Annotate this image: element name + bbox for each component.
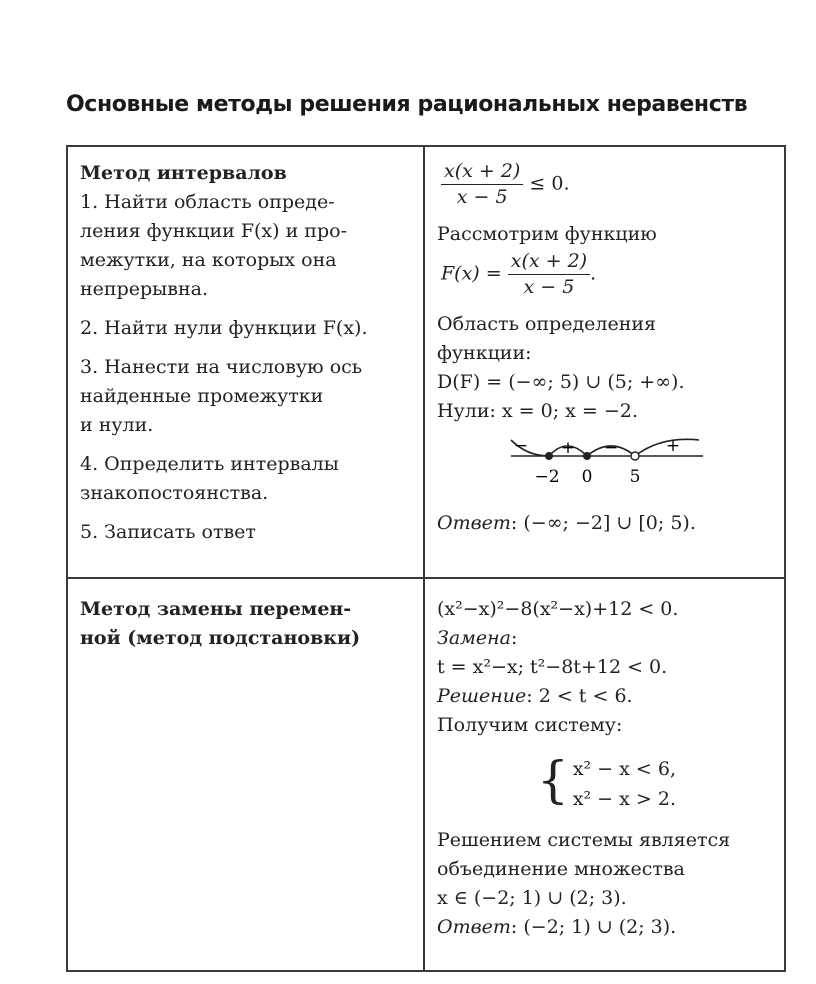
- step-line: найденные промежутки: [80, 385, 324, 407]
- point-label: 5: [629, 467, 641, 487]
- step-line: и нули.: [80, 414, 154, 436]
- fraction: [508, 249, 590, 300]
- answer-label: Ответ: [437, 916, 511, 938]
- function-lhs: F(x) =: [441, 262, 502, 285]
- zeros-text: Нули: x = 0; x = −2.: [437, 400, 638, 422]
- closed-point: [583, 452, 591, 460]
- domain-value: D(F) = (−∞; 5) ∪ (5; +∞).: [437, 371, 685, 393]
- sign-label: +: [560, 438, 576, 458]
- function-def: [441, 249, 776, 300]
- method-cell: [67, 578, 424, 971]
- conclusion-line: объединение множества: [437, 858, 685, 880]
- answer-label: Ответ: [437, 512, 511, 534]
- methods-table: [66, 145, 786, 972]
- answer-value: : (−2; 1) ∪ (2; 3).: [510, 916, 677, 938]
- system-brace: {: [537, 751, 569, 809]
- function-tail: .: [590, 262, 597, 285]
- inequality: [441, 159, 776, 210]
- answer-line: [437, 509, 776, 538]
- step-line: 2. Найти нули функции F(x).: [80, 317, 368, 339]
- method-heading: Метод замены перемен-: [80, 598, 352, 620]
- method-heading: Метод интервалов: [80, 162, 287, 184]
- domain-label: функции:: [437, 342, 532, 364]
- system-intro: Получим систему:: [437, 714, 623, 736]
- conclusion-line: x ∈ (−2; 1) ∪ (2; 3).: [437, 887, 627, 909]
- denominator: x − 5: [523, 276, 575, 298]
- example-cell: [424, 578, 785, 971]
- solution-value: : 2 < t < 6.: [526, 685, 633, 707]
- substitution-label: Замена: [437, 627, 512, 649]
- step-line: 1. Найти область опреде-: [80, 191, 335, 213]
- conclusion-line: Решением системы является: [437, 829, 731, 851]
- domain-label: Область определения: [437, 313, 657, 335]
- system-line: x² − x < 6,: [572, 758, 676, 780]
- page-title: Основные методы решения рациональных неравенств: [66, 92, 748, 117]
- consider-text: Рассмотрим функцию: [437, 223, 657, 245]
- numerator: x(x + 2): [441, 159, 523, 185]
- fraction: [441, 159, 523, 210]
- closed-point: [545, 452, 553, 460]
- system-line: x² − x > 2.: [572, 788, 676, 810]
- colon: :: [511, 627, 518, 649]
- step-line: ления функции F(x) и про-: [80, 220, 347, 242]
- point-label: 0: [581, 467, 593, 487]
- sign-label: −: [513, 436, 529, 456]
- answer-value: : (−∞; −2] ∪ [0; 5).: [510, 512, 696, 534]
- step-line: знакопостоянства.: [80, 482, 269, 504]
- inequality-tail: ≤ 0.: [529, 172, 570, 195]
- method-cell: [67, 146, 424, 578]
- open-point: [631, 452, 639, 460]
- method-heading: ной (метод подстановки): [80, 627, 361, 649]
- sign-label: −: [603, 438, 619, 458]
- denominator: x − 5: [456, 186, 508, 208]
- number-line: [507, 432, 776, 501]
- number-line-diagram: [507, 432, 707, 492]
- step-line: 4. Определить интервалы: [80, 453, 339, 475]
- table-row: [67, 578, 785, 971]
- solution-line: [437, 682, 776, 711]
- step-line: 5. Записать ответ: [80, 521, 256, 543]
- answer-line: [437, 913, 776, 942]
- step-line: 3. Нанести на числовую ось: [80, 356, 363, 378]
- solution-label: Решение: [437, 685, 527, 707]
- inequality-system: [437, 752, 776, 814]
- substitution-value: t = x²−x; t²−8t+12 < 0.: [437, 656, 668, 678]
- sign-label: +: [665, 436, 681, 456]
- substitution-line: [437, 624, 776, 653]
- example-cell: [424, 146, 785, 578]
- table-row: [67, 146, 785, 578]
- point-label: −2: [534, 467, 560, 487]
- numerator: x(x + 2): [508, 249, 590, 275]
- step-line: непрерывна.: [80, 278, 208, 300]
- step-line: межутки, на которых она: [80, 249, 337, 271]
- inequality: (x²−x)²−8(x²−x)+12 < 0.: [437, 598, 679, 620]
